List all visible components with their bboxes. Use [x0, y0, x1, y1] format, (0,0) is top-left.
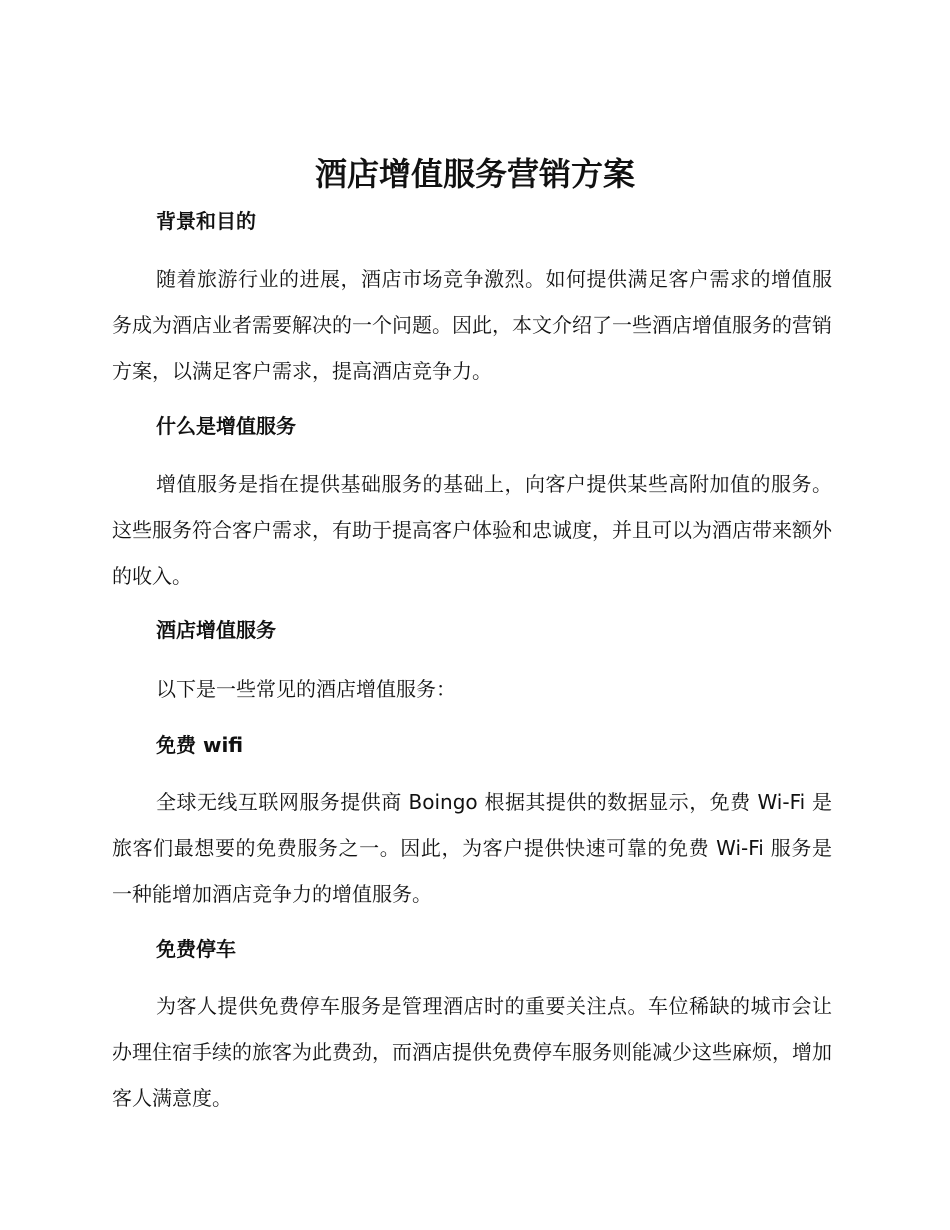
document-title: 酒店增值服务营销方案 — [314, 155, 635, 193]
section-paragraph-free-parking: 为客人提供免费停车服务是管理酒店时的重要关注点。车位稀缺的城市会让办理住宿手续的旅客为此费劲，而酒店提供免费停车服务则能减少这些麻烦，增加客人满意度。 — [112, 994, 832, 1110]
section-paragraph-free-wifi: 全球无线互联网服务提供商 Boingo 根据其提供的数据显示，免费 Wi-Fi 是旅客们最想要的免费服务之一。因此，为客户提供快速可靠的免费 Wi-Fi 服务是一种能增加酒店竞争力的增值服务。 — [112, 790, 832, 906]
section-paragraph-hotel-services: 以下是一些常见的酒店增值服务： — [156, 677, 456, 701]
section-paragraph-background: 随着旅游行业的进展，酒店市场竞争激烈。如何提供满足客户需求的增值服务成为酒店业者需要解决的一个问题。因此，本文介绍了一些酒店增值服务的营销方案，以满足客户需求，提高酒店竞争力。 — [112, 267, 832, 383]
section-paragraph-what-is-value-added: 增值服务是指在提供基础服务的基础上，向客户提供某些高附加值的服务。这些服务符合客户需求，有助于提高客户体验和忠诚度，并且可以为酒店带来额外的收入。 — [112, 472, 832, 588]
section-heading-hotel-services: 酒店增值服务 — [156, 618, 276, 642]
section-heading-what-is-value-added: 什么是增值服务 — [156, 414, 296, 438]
section-heading-free-wifi: 免费 wifi — [156, 733, 244, 757]
section-heading-free-parking: 免费停车 — [156, 937, 236, 961]
section-heading-background: 背景和目的 — [156, 209, 256, 233]
